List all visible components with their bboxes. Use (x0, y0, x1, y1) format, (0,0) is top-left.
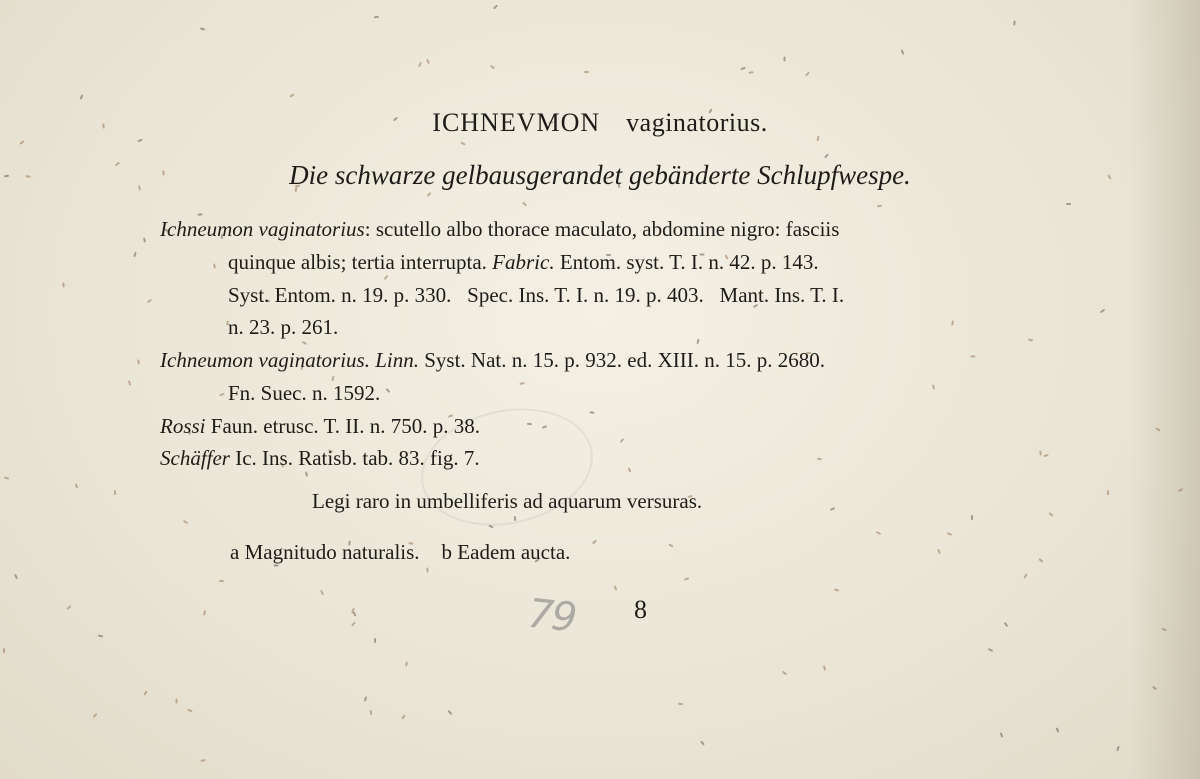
reference-line (228, 246, 819, 278)
reference-line (228, 311, 338, 343)
paper-fiber (971, 515, 973, 520)
paper-fiber (589, 411, 594, 413)
page-number: 8 (634, 595, 647, 624)
paper-fiber (62, 282, 65, 287)
paper-fiber (175, 698, 177, 703)
reference-author: Schäffer (160, 446, 230, 470)
reference-line (228, 279, 844, 311)
paper-fiber (584, 71, 589, 73)
reference-text: Syst. Nat. n. 15. p. 932. ed. XIII. n. 15. p. 2680. (424, 348, 825, 372)
reference-line (160, 410, 480, 442)
species-name: vaginatorius. (626, 108, 768, 137)
collection-note: Legi raro in umbelliferis ad aquarum versuras. (312, 489, 703, 513)
paper-fiber (1039, 450, 1042, 455)
paper-fiber (219, 580, 224, 582)
paper-fiber (1066, 203, 1071, 205)
reference-author: Fabric. (492, 250, 555, 274)
reference-text: quinque albis; tertia interrupta. (228, 250, 487, 274)
caption-a: a Magnitudo naturalis. (230, 540, 420, 564)
reference-text: Entom. syst. T. I. n. 42. p. 143. (559, 250, 819, 274)
reference-text: : scutello albo thorace maculato, abdomine nigro: fasciis (364, 217, 840, 241)
reference-text: n. 23. p. 261. (228, 315, 339, 339)
german-common-name: Die schwarze gelbausgerandet gebänderte Schlupfwespe. (289, 160, 911, 190)
reference-text: Ic. Ins. Ratisb. tab. 83. fig. 7. (235, 446, 480, 470)
paper-fiber (783, 56, 785, 61)
paper-fiber (374, 638, 376, 643)
reference-line (160, 442, 480, 474)
paper-fiber (3, 648, 5, 653)
reference-author: Linn. (375, 348, 419, 372)
pencil-annotation: 79 (525, 590, 578, 642)
paper-fiber (114, 490, 116, 495)
reference-text: Syst. Entom. n. 19. p. 330. Spec. Ins. T. I. n. 19. p. 403. Mant. Ins. T. I. (228, 283, 845, 307)
reference-taxon: Ichneumon vaginatorius. (160, 348, 370, 372)
paper-fiber (970, 355, 975, 357)
species-title (0, 108, 1200, 138)
reference-line (228, 377, 380, 409)
reference-taxon: Ichneumon vaginatorius (160, 217, 365, 241)
figure-caption (230, 540, 570, 565)
reference-line (160, 344, 825, 376)
caption-b: b Eadem aucta. (441, 540, 571, 564)
genus-name: ICHNEVMON (432, 108, 601, 137)
paper-fiber (1107, 490, 1110, 495)
reference-text: Fn. Suec. n. 1592. (228, 381, 381, 405)
reference-text: Faun. etrusc. T. II. n. 750. p. 38. (210, 414, 481, 438)
reference-line (160, 213, 839, 245)
paper-fiber (678, 703, 683, 705)
reference-author: Rossi (160, 414, 206, 438)
